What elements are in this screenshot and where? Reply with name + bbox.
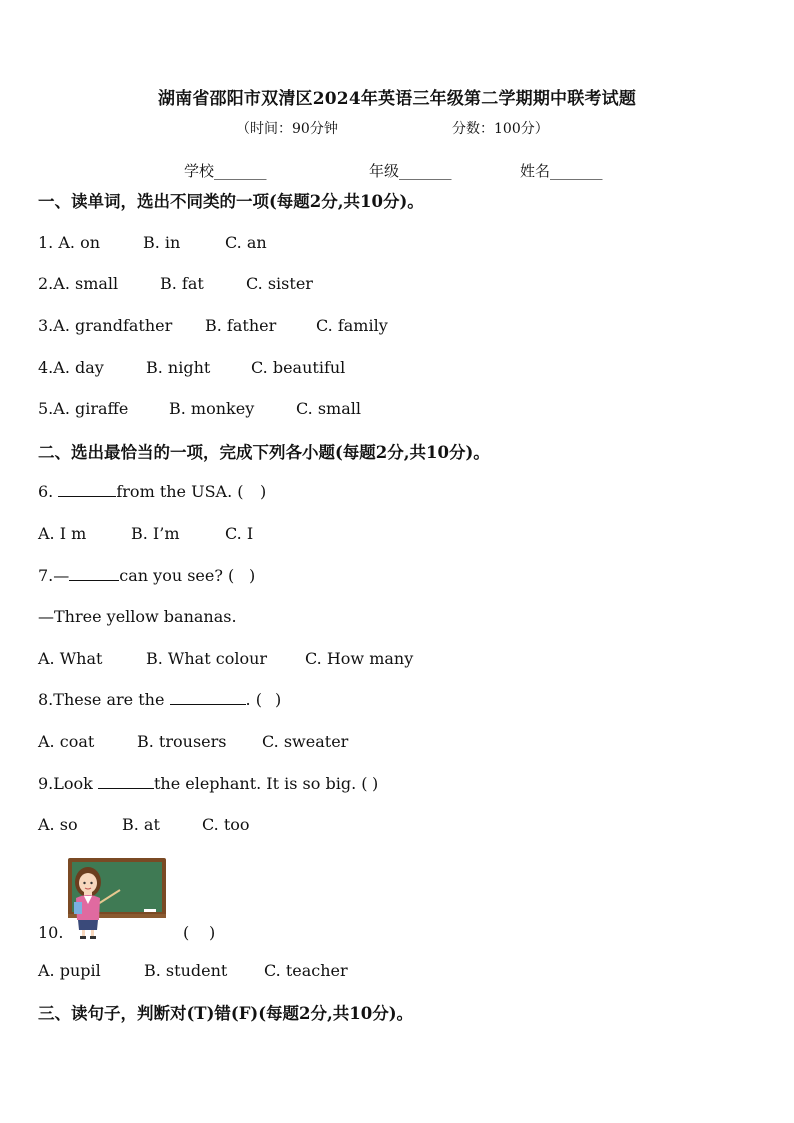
- exam-score: 分数：100分）: [452, 121, 549, 137]
- q5-option-b: B. monkey: [169, 399, 255, 418]
- q6-option-b: B. I’m: [131, 524, 180, 543]
- q1-option-a: 1. A. on: [38, 233, 101, 252]
- q7-answer-line: —Three yellow bananas.: [38, 607, 237, 626]
- question-9: [38, 774, 367, 793]
- q5-option-c: C. small: [296, 399, 361, 418]
- q7-blank: [69, 566, 119, 581]
- section-3-heading: 三、读句子，判断对(T)错(F)(每题2分,共10分)。: [38, 1004, 414, 1023]
- q2-option-b: B. fat: [160, 274, 204, 293]
- q7-option-b: B. What colour: [146, 649, 268, 668]
- q10-open-paren: (: [183, 923, 190, 942]
- q8-option-b: B. trousers: [137, 732, 227, 751]
- q7-option-a: A. What: [38, 649, 103, 668]
- q9-option-c: C. too: [202, 815, 250, 834]
- section-1-heading: 一、读单词，选出不同类的一项(每题2分,共10分)。: [38, 192, 424, 211]
- q2-option-a: 2.A. small: [38, 274, 119, 293]
- grade-field: 年级_______: [369, 162, 452, 180]
- question-7: [38, 566, 234, 585]
- q7-close-paren: ): [249, 566, 256, 585]
- q8-text: . (: [245, 690, 262, 709]
- q9-blank: [98, 774, 154, 789]
- q3-option-a: 3.A. grandfather: [38, 316, 173, 335]
- q7-option-c: C. How many: [305, 649, 414, 668]
- q2-option-c: C. sister: [246, 274, 313, 293]
- q8-option-c: C. sweater: [262, 732, 349, 751]
- q9-number: 9.Look: [38, 774, 93, 793]
- q10-number: 10.: [38, 923, 64, 942]
- q3-option-c: C. family: [316, 316, 388, 335]
- q6-blank: [58, 482, 116, 497]
- q6-option-a: A. I m: [38, 524, 87, 543]
- q10-option-b: B. student: [144, 961, 228, 980]
- exam-time: （时间：90分钟: [236, 121, 338, 137]
- q6-text: from the USA. (: [116, 482, 244, 501]
- q4-option-c: C. beautiful: [251, 358, 346, 377]
- q4-option-b: B. night: [146, 358, 211, 377]
- q5-option-a: 5.A. giraffe: [38, 399, 129, 418]
- question-6: [38, 482, 244, 501]
- q10-option-a: A. pupil: [38, 961, 101, 980]
- q6-close-paren: ): [260, 482, 267, 501]
- q8-option-a: A. coat: [38, 732, 95, 751]
- q3-option-b: B. father: [205, 316, 277, 335]
- section-2-heading: 二、选出最恰当的一项，完成下列各小题(每题2分,共10分)。: [38, 443, 490, 462]
- q9-close-paren: ): [372, 774, 379, 793]
- q1-option-b: B. in: [143, 233, 181, 252]
- school-field: 学校_______: [184, 162, 267, 180]
- exam-title: 湖南省邵阳市双清区2024年英语三年级第二学期期中联考试题: [157, 89, 637, 109]
- q8-close-paren: ): [275, 690, 282, 709]
- q9-option-a: A. so: [38, 815, 78, 834]
- q6-number: 6.: [38, 482, 54, 501]
- q4-option-a: 4.A. day: [38, 358, 104, 377]
- name-field: 姓名_______: [520, 162, 603, 180]
- q9-option-b: B. at: [122, 815, 160, 834]
- q8-blank: [170, 690, 246, 705]
- q10-close-paren: ): [209, 923, 216, 942]
- q9-text: the elephant. It is so big. (: [153, 774, 368, 793]
- q8-number: 8.These are the: [38, 690, 165, 709]
- q7-number: 7.—: [38, 566, 70, 585]
- q10-option-c: C. teacher: [264, 961, 348, 980]
- teacher-at-blackboard-icon: [64, 856, 168, 940]
- q1-option-c: C. an: [225, 233, 267, 252]
- question-8: [38, 690, 262, 709]
- q6-option-c: C. I: [225, 524, 254, 543]
- teacher-picture: [64, 856, 168, 940]
- q7-text: can you see? (: [119, 566, 235, 585]
